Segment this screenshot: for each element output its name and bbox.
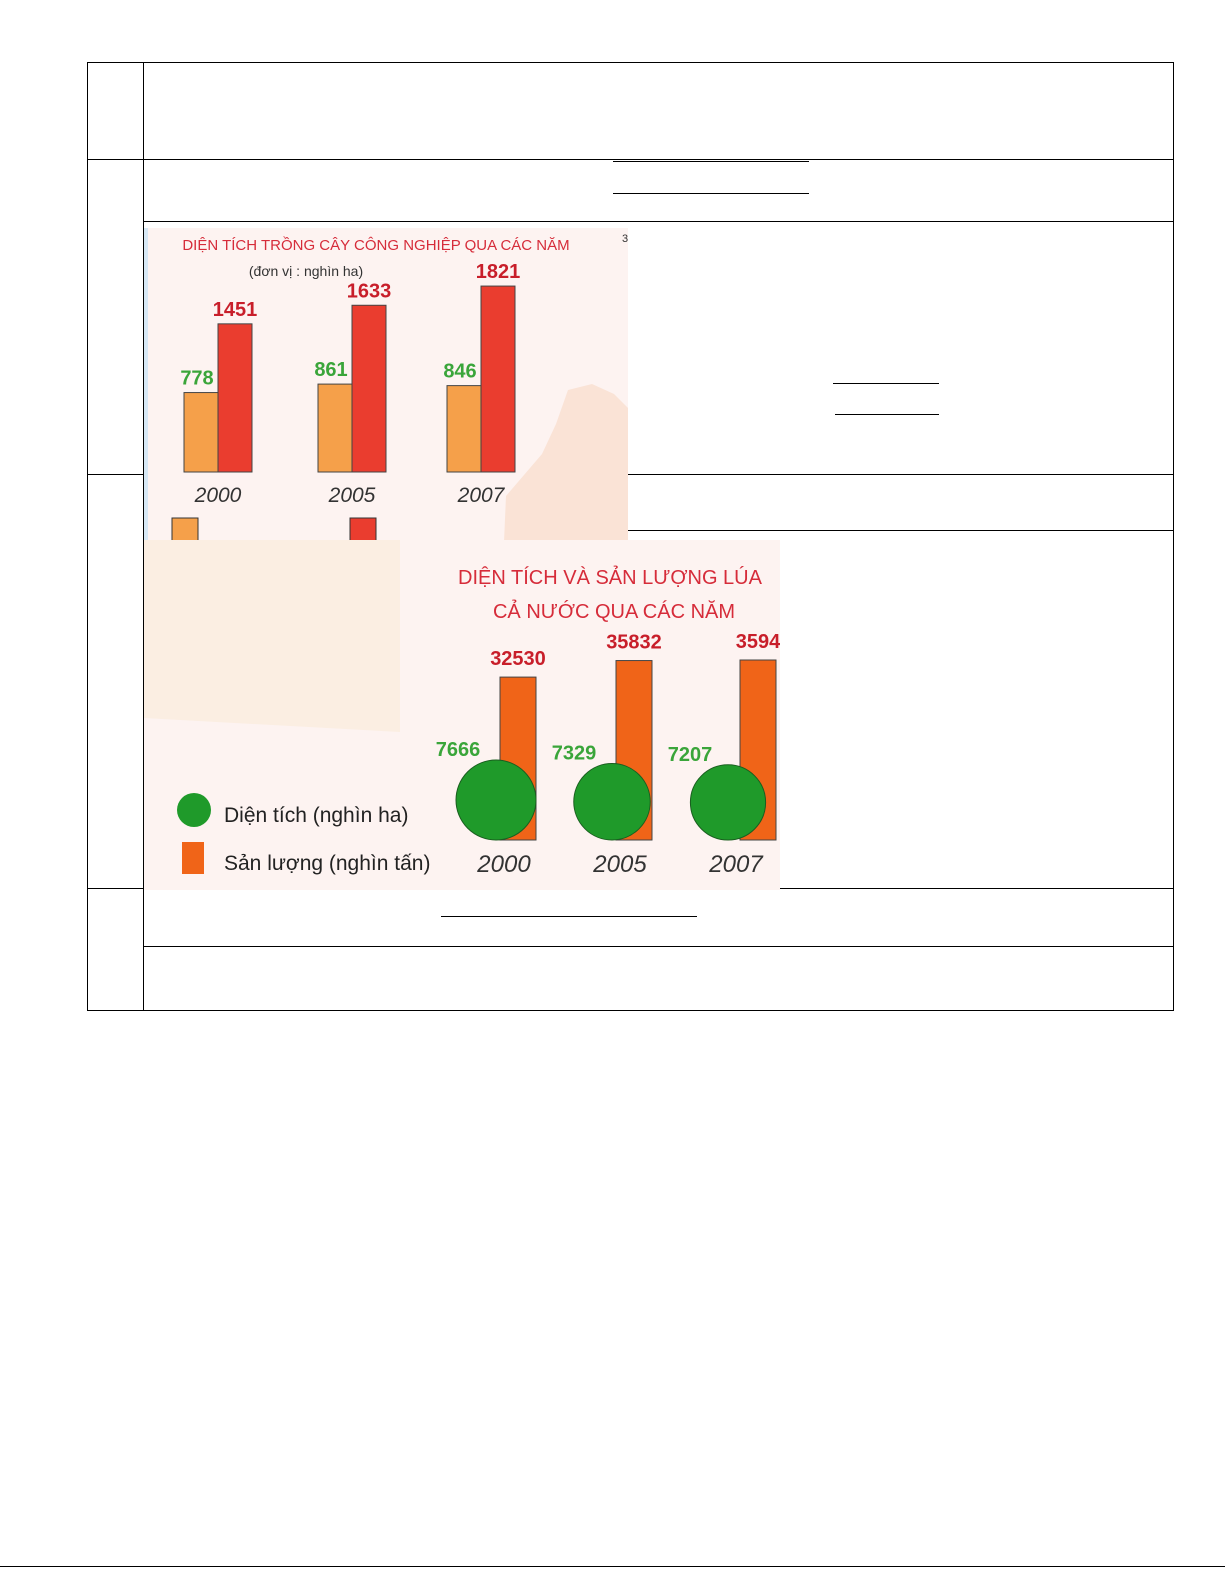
circle-area-2000 <box>456 760 536 840</box>
value-label: 7329 <box>551 742 597 765</box>
value-label: 7207 <box>667 743 713 766</box>
value-label: 1633 <box>346 280 392 303</box>
page-footer-rule <box>0 1566 1225 1567</box>
industrial-crop-area-chart-svg <box>144 228 628 542</box>
chart-title: DIỆN TÍCH VÀ SẢN LƯỢNG LÚA <box>458 567 762 589</box>
tick-label: 2000 <box>477 851 531 878</box>
chart-subtitle: CẢ NƯỚC QUA CÁC NĂM <box>492 601 736 623</box>
bar-2005-s1 <box>352 305 386 472</box>
value-label: 861 <box>314 359 348 382</box>
rice-area-production-chart <box>144 540 780 890</box>
tick-label: 2005 <box>593 851 647 878</box>
value-label: 7666 <box>435 739 481 761</box>
partial-bar <box>172 518 198 542</box>
tick-label: 2007 <box>709 851 763 878</box>
value-label: 1821 <box>475 261 521 284</box>
patch-mark <box>504 384 628 542</box>
bar-2007-s0 <box>447 386 481 472</box>
bar-2007-s1 <box>481 286 515 472</box>
circle-area-2007 <box>690 765 765 840</box>
blank-underline <box>613 193 809 194</box>
table-border-top <box>87 62 1174 63</box>
value-label: 35832 <box>606 631 662 654</box>
value-label: 846 <box>443 360 477 383</box>
partial-bar <box>350 518 376 542</box>
table-border-left <box>87 62 88 1011</box>
value-label: 1451 <box>212 298 258 321</box>
patch-mark <box>144 540 400 732</box>
corner-mark: 3 <box>622 233 628 245</box>
tick-label: 2005 <box>328 484 376 507</box>
legend-production-label: Sản lượng (nghìn tấn) <box>224 852 431 875</box>
rice-area-production-chart-svg <box>144 540 780 890</box>
row-divider <box>87 159 143 160</box>
legend-production-swatch <box>182 842 204 874</box>
bar-2000-s0 <box>184 393 218 472</box>
tick-label: 2000 <box>194 484 242 507</box>
chart-title: DIỆN TÍCH TRỒNG CÂY CÔNG NGHIỆP QUA CÁC NĂM <box>182 237 570 254</box>
scan-edge <box>144 228 148 542</box>
table-border-right <box>1173 62 1174 1011</box>
value-label: 32530 <box>490 648 546 671</box>
blank-underline <box>613 161 809 162</box>
blank-underline <box>835 414 939 415</box>
bar-2005-s0 <box>318 384 352 472</box>
legend-area-label: Diện tích (nghìn ha) <box>224 804 409 827</box>
circle-area-2005 <box>574 764 650 840</box>
row-divider <box>143 946 1174 947</box>
row-divider <box>628 530 1174 531</box>
legend-area-swatch <box>177 793 211 827</box>
blank-underline <box>833 383 939 384</box>
row-divider <box>143 221 1174 222</box>
chart-subtitle: (đơn vị : nghìn ha) <box>248 263 364 279</box>
bar-2000-s1 <box>218 324 252 472</box>
table-border-bottom <box>87 1010 1174 1011</box>
tick-label: 2007 <box>457 484 505 507</box>
blank-underline <box>441 916 697 917</box>
value-label: 3594 <box>735 631 780 653</box>
row-divider <box>143 159 1174 160</box>
value-label: 778 <box>180 367 214 390</box>
industrial-crop-area-chart <box>144 228 628 542</box>
